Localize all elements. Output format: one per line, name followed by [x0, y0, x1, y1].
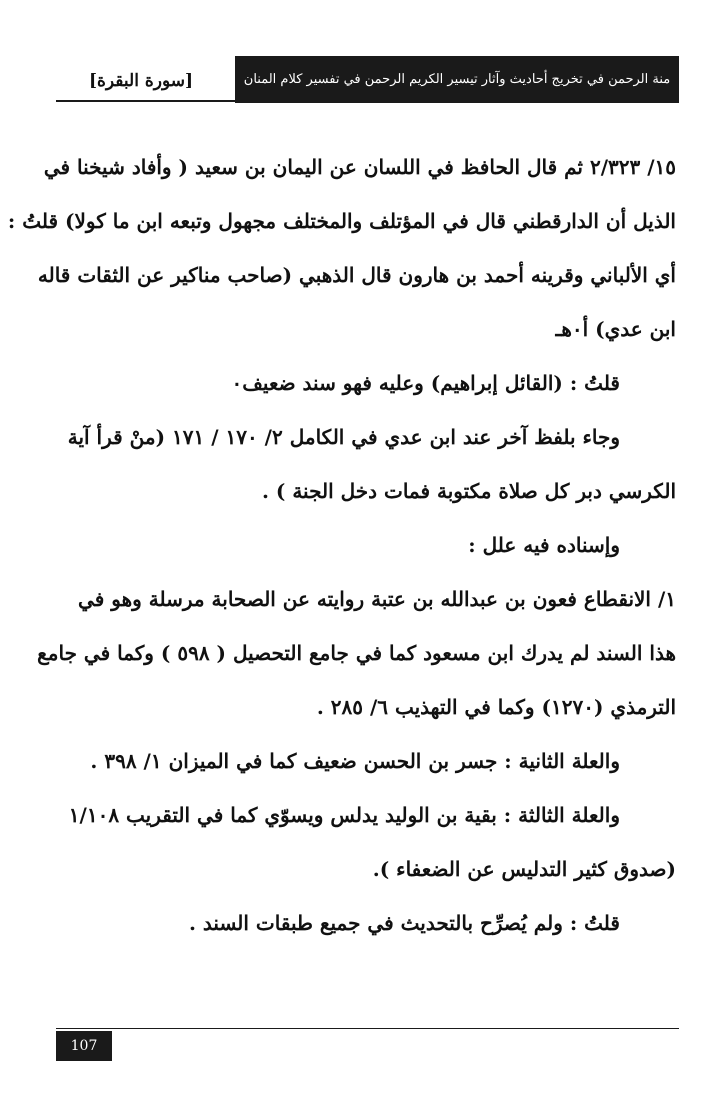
text-line: ١٥/ ٢/٣٢٣ ثم قال الحافظ في اللسان عن اليمان بن سعيد ( وأفاد شيخنا في — [43, 155, 676, 179]
text-line: ابن عدي) أ٠هـ — [555, 317, 676, 341]
page-number: 107 — [56, 1031, 112, 1061]
text-line: قلتُ : ولم يُصرِّح بالتحديث في جميع طبقات السند . — [188, 911, 620, 935]
header-rule — [56, 100, 236, 102]
text-line: ١/ الانقطاع فعون بن عبدالله بن عتبة روايته عن الصحابة مرسلة وهو في — [78, 587, 676, 611]
body-text — [7, 140, 676, 950]
surah-label: [سورة البقرة] — [88, 71, 194, 91]
text-line: الترمذي (١٢٧٠) وكما في التهذيب ٦/ ٢٨٥ . — [316, 695, 676, 719]
text-line: والعلة الثانية : جسر بن الحسن ضعيف كما في الميزان ١/ ٣٩٨ . — [90, 749, 620, 773]
book-title-band — [235, 56, 679, 103]
text-line: قلتُ : (القائل إبراهيم) وعليه فهو سند ضعيف٠ — [231, 371, 620, 395]
footer-rule — [56, 1028, 679, 1029]
text-line: والعلة الثالثة : بقية بن الوليد يدلس ويسوّي كما في التقريب ١/١٠٨ — [68, 803, 620, 827]
text-line: الذيل أن الدارقطني قال في المؤتلف والمختلف مجهول وتبعه ابن ما كولا) قلتُ : — [7, 209, 676, 233]
text-line: (صدوق كثير التدليس عن الضعفاء ). — [372, 857, 676, 881]
book-title: منة الرحمن في تخريج أحاديث وآثار تيسير الكريم الرحمن في تفسير كلام المنان — [243, 72, 671, 87]
text-line: وجاء بلفظ آخر عند ابن عدي في الكامل ٢/ ١٧٠ / ١٧١ (منْ قرأ آية — [67, 425, 620, 449]
text-line: هذا السند لم يدرك ابن مسعود كما في جامع التحصيل ( ٥٩٨ ) وكما في جامع — [37, 641, 676, 665]
text-line: أي الألباني وقرينه أحمد بن هارون قال الذهبي (صاحب مناكير عن الثقات قاله — [37, 263, 676, 287]
text-line: وإسناده فيه علل : — [468, 533, 620, 557]
text-line: الكرسي دبر كل صلاة مكتوبة فمات دخل الجنة ) . — [261, 479, 676, 503]
page-header — [56, 56, 679, 103]
